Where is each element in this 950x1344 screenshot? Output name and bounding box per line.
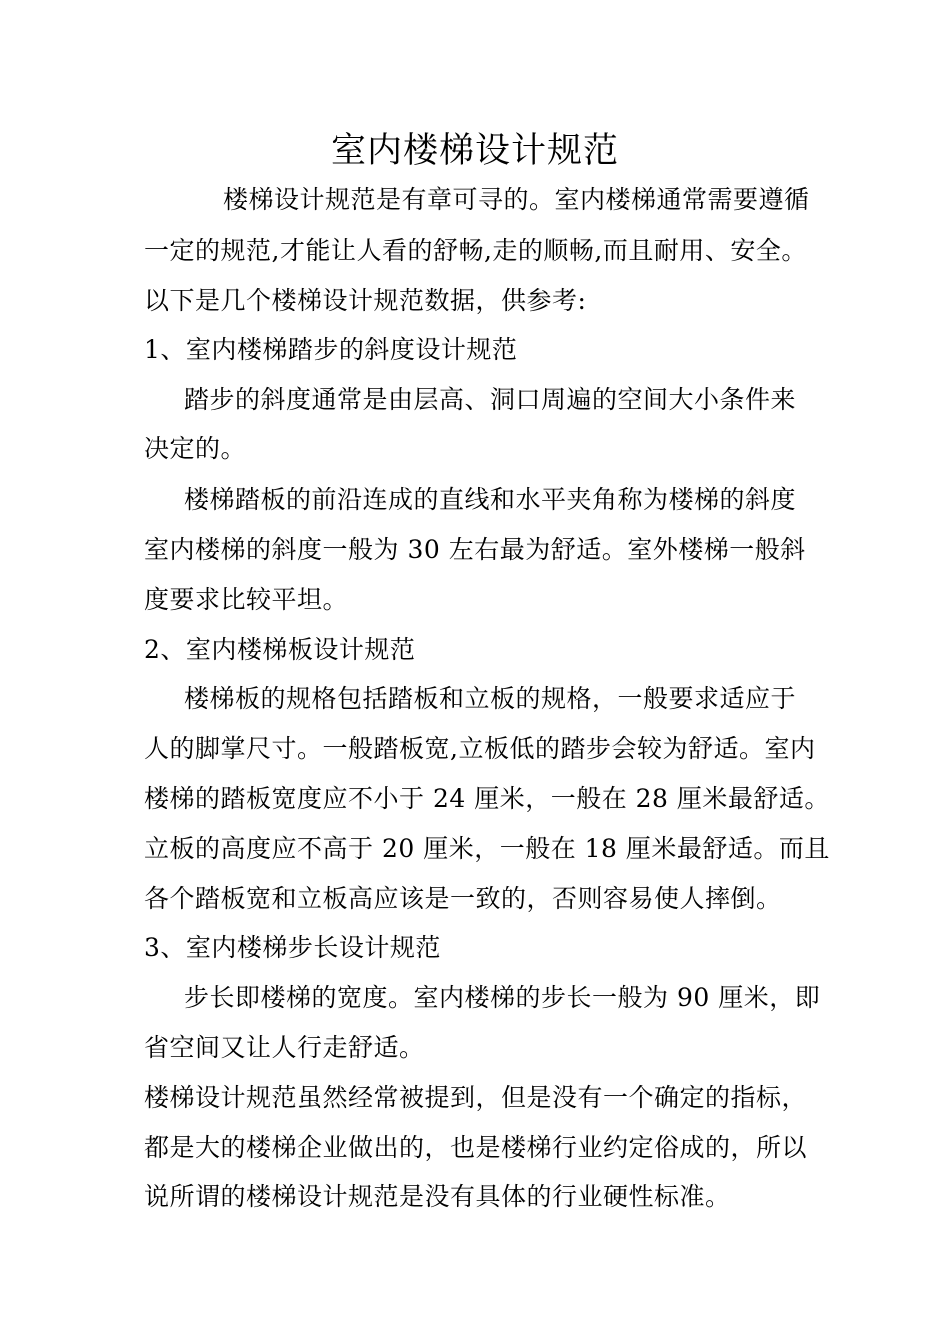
paragraph-line: 决定的。 <box>144 434 247 463</box>
paragraph-line: 度要求比较平坦。 <box>144 585 349 614</box>
paragraph-line: 踏步的斜度通常是由层高、洞口周遍的空间大小条件来 <box>184 385 797 414</box>
paragraph-line: 以下是几个楼梯设计规范数据，供参考: <box>144 286 587 315</box>
paragraph-line: 各个踏板宽和立板高应该是一致的，否则容易使人摔倒。 <box>144 884 782 913</box>
section-heading-2: 2、室内楼梯板设计规范 <box>144 635 416 664</box>
paragraph-line: 人的脚掌尺寸。一般踏板宽,立板低的踏步会较为舒适。室内 <box>144 734 816 763</box>
paragraph-line: 一定的规范,才能让人看的舒畅,走的顺畅,而且耐用、安全。 <box>144 236 807 265</box>
paragraph-line: 室内楼梯的斜度一般为 30 左右最为舒适。室外楼梯一般斜 <box>144 535 806 564</box>
paragraph-line: 楼梯踏板的前沿连成的直线和水平夹角称为楼梯的斜度 <box>184 485 797 514</box>
paragraph-line: 立板的高度应不高于 20 厘米，一般在 18 厘米最舒适。而且 <box>144 834 830 863</box>
paragraph-line: 楼梯的踏板宽度应不小于 24 厘米，一般在 28 厘米最舒适。 <box>144 784 830 813</box>
paragraph-line: 楼梯板的规格包括踏板和立板的规格，一般要求适应于 <box>184 684 797 713</box>
paragraph-line: 步长即楼梯的宽度。室内楼梯的步长一般为 90 厘米，即 <box>184 983 821 1012</box>
paragraph-line: 都是大的楼梯企业做出的，也是楼梯行业约定俗成的，所以 <box>144 1133 808 1162</box>
section-heading-1: 1、室内楼梯踏步的斜度设计规范 <box>144 335 518 364</box>
section-heading-3: 3、室内楼梯步长设计规范 <box>144 933 441 962</box>
paragraph-line: 楼梯设计规范是有章可寻的。室内楼梯通常需要遵循 <box>223 185 810 214</box>
paragraph-line: 说所谓的楼梯设计规范是没有具体的行业硬性标准。 <box>144 1182 731 1211</box>
paragraph-line: 楼梯设计规范虽然经常被提到，但是没有一个确定的指标， <box>144 1083 808 1112</box>
document-title: 室内楼梯设计规范 <box>330 131 619 171</box>
paragraph-line: 省空间又让人行走舒适。 <box>144 1033 425 1062</box>
